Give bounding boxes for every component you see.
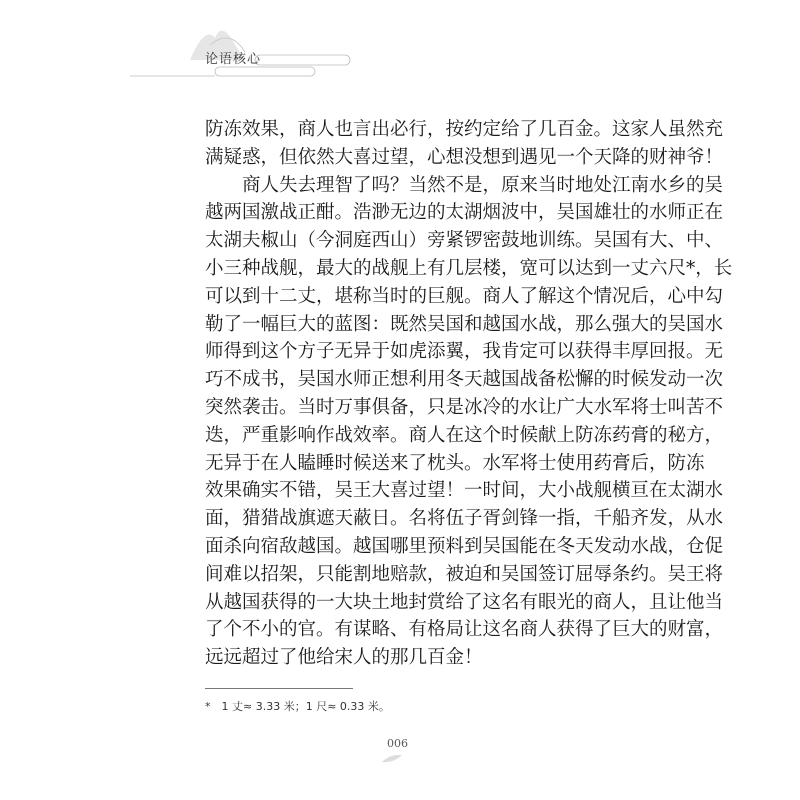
page-header — [0, 0, 800, 90]
text-line: 了个不小的官。有谋略、有格局让这名商人获得了巨大的财富， — [205, 619, 724, 641]
text-line: 防冻效果，商人也言出必行，按约定给了几百金。这家人虽然充 — [205, 119, 724, 140]
footnote: * 1 丈≈ 3.33 米；1 尺≈ 0.33 米。 — [205, 700, 390, 713]
text-line: 巧不成书，吴国水师正想利用冬天越国战备松懈的时候发动一次 — [205, 369, 724, 391]
leaf-ornament-icon — [382, 754, 402, 764]
page-number: 006 — [387, 737, 408, 750]
text-line: 面杀向宿敌越国。越国哪里预料到吴国能在冬天发动水战，仓促 — [205, 535, 724, 557]
text-line: 可以到十二丈，堪称当时的巨舰。商人了解这个情况后，心中勾 — [205, 285, 724, 307]
header-decoration — [0, 0, 800, 90]
text-line: 从越国获得的一大块土地封赏给了这名有眼光的商人，且让他当 — [205, 591, 724, 613]
footnote-divider — [205, 688, 353, 689]
text-line: 面，猎猎战旗遮天蔽日。名将伍子胥剑锋一指，千船齐发，从水 — [205, 508, 724, 530]
text-line: 远远超过了他给宋人的那几百金！ — [205, 647, 483, 669]
running-header-title: 论语核心 — [205, 52, 262, 67]
text-line: 效果确实不错，吴王大喜过望！一时间，大小战舰横亘在太湖水 — [205, 480, 724, 502]
text-line: 太湖夫椒山（今洞庭西山）旁紧锣密鼓地训练。吴国有大、中、 — [205, 230, 724, 252]
text-line: 勒了一幅巨大的蓝图：既然吴国和越国水战，那么强大的吴国水 — [205, 313, 724, 335]
text-line: 满疑惑，但依然大喜过望，心想没想到遇见一个天降的财神爷！ — [205, 146, 724, 168]
text-line: 间难以招架，只能割地赔款，被迫和吴国签订屈辱条约。吴王将 — [205, 563, 724, 585]
text-line: 小三种战舰，最大的战舰上有几层楼，宽可以达到一丈六尺*，长 — [205, 257, 733, 279]
text-line: 师得到这个方子无异于如虎添翼，我肯定可以获得丰厚回报。无 — [205, 341, 724, 363]
text-line: 商人失去理智了吗？当然不是，原来当时地处江南水乡的吴 — [242, 174, 724, 196]
text-line: 突然袭击。当时万事俱备，只是冰冷的水让广大水军将士叫苦不 — [205, 396, 724, 418]
text-line: 迭，严重影响作战效率。商人在这个时候献上防冻药膏的秘方， — [205, 424, 724, 446]
text-line: 越两国激战正酣。浩渺无边的太湖烟波中，吴国雄壮的水师正在 — [205, 202, 724, 224]
text-line: 无异于在人瞌睡时候送来了枕头。水军将士使用药膏后，防冻 — [205, 452, 705, 474]
body-text — [205, 116, 733, 672]
